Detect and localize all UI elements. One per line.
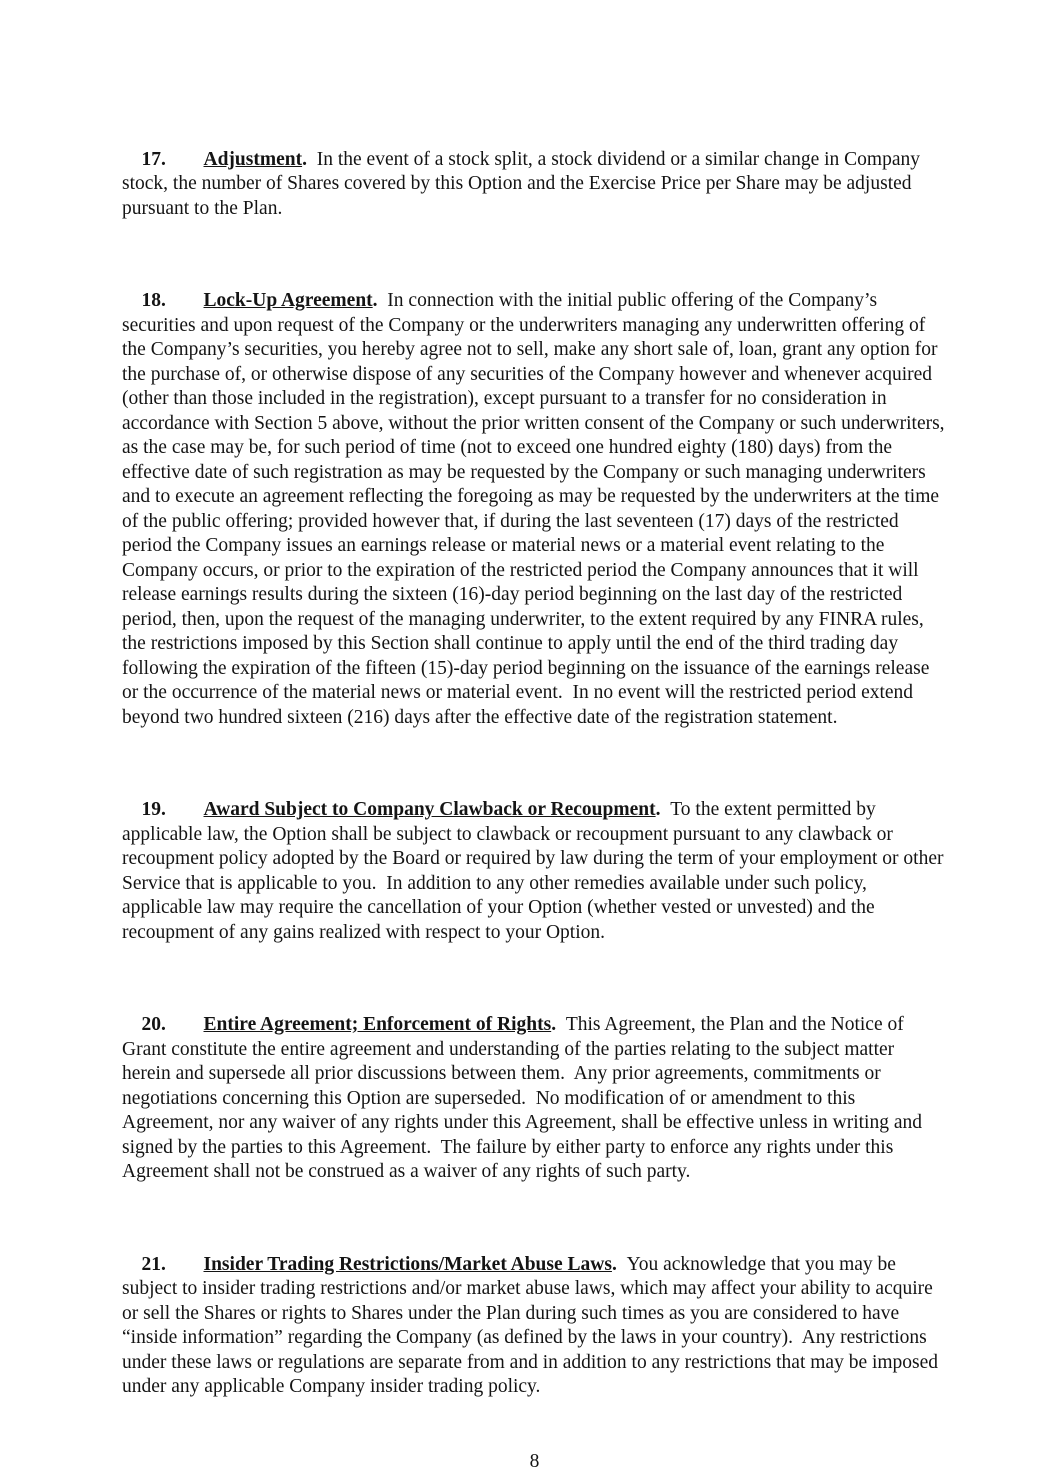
paragraph-19 xyxy=(122,774,947,970)
paragraph-18-body: In connection with the initial public offering of the Company’s securities and upon request of the Company or the underwriters managing any underwritten offering of the Company’s securities, you hereby agree not to sell, make any short sale of, loan, grant any option for the purchase of, or otherwise dispose of any securities of the Company however and whenever acquired (other than those included in the registration), except pursuant to a transfer for no consideration in accordance with Section 5 above, without the prior written consent of the Company or such underwriters, as the case may be, for such period of time (not to exceed one hundred eighty (180) days) from the effective date of such registration as may be requested by the Company or such managing underwriters and to execute an agreement reflecting the foregoing as may be requested by the underwriters at the time of the public offering; provided however that, if during the last seventeen (17) days of the restricted period the Company issues an earnings release or material news or a material event relating to the Company occurs, or prior to the expiration of the restricted period the Company announces that it will release earnings results during the sixteen (16)-day period beginning on the last day of the restricted period, then, upon the request of the managing underwriter, to the extent required by any FINRA rules, the restrictions imposed by this Section shall continue to apply until the end of the third trading day following the expiration of the fifteen (15)-day period beginning on the issuance of the earnings release or the occurrence of the material news or material event. In no event will the restricted period extend beyond two hundred sixteen (216) days after the effective date of the registration statement. xyxy=(122,290,950,728)
paragraph-17-heading: Adjustment xyxy=(203,148,303,170)
paragraph-19-body: To the extent permitted by applicable law, the Option shall be subject to clawback or recoupment pursuant to any clawback or recoupment policy adopted by the Board or required by law during the term of your employment or other Service that is applicable to you. In addition to any other remedies available under such policy, applicable law may require the cancellation of your Option (whether vested or unvested) and the recoupment of any gains realized with respect to your Option. xyxy=(122,799,949,943)
paragraph-19-separator: . xyxy=(655,799,671,820)
paragraph-21-separator: . xyxy=(611,1253,627,1275)
paragraph-21-heading: Insider Trading Restrictions/Market Abuse Laws xyxy=(203,1253,612,1275)
paragraph-20 xyxy=(122,989,947,1210)
page-number: 8 xyxy=(529,1451,540,1472)
paragraph-20-body: This Agreement, the Plan and the Notice of Grant constitute the entire agreement and understanding of the parties relating to the subject matter herein and supersede all prior discussions between them. Any prior agreements, commitments or negotiations concerning this Option are superseded. No modification of or amendment to this Agreement, nor any waiver of any rights under this Agreement, shall be effective unless in writing and signed by the parties to this Agreement. The failure by either party to enforce any rights under this Agreement shall not be construed as a waiver of any rights of such party. xyxy=(122,1014,927,1182)
paragraph-20-number: 20. xyxy=(141,1014,166,1035)
paragraph-17-separator: . xyxy=(302,148,317,170)
paragraph-21 xyxy=(122,1228,947,1424)
paragraph-20-heading: Entire Agreement; Enforcement of Rights xyxy=(203,1014,552,1035)
paragraph-17-number: 17. xyxy=(141,148,166,170)
paragraph-21-body: You acknowledge that you may be subject to insider trading restrictions and/or market abuse laws, which may affect your ability to acquire or sell the Shares or rights to Shares under the Plan during such times as you are considered to have “inside information” regarding the Company (as defined by the laws in your country). Any restrictions under these laws or regulations are separate from and in addition to any restrictions that may be imposed under any applicable Company insider trading policy. xyxy=(122,1253,943,1397)
paragraph-18-number: 18. xyxy=(141,290,166,311)
paragraph-17-body: In the event of a stock split, a stock dividend or a similar change in Company stock, the number of Shares covered by this Option and the Exercise Price per Share may be adjusted pursuant to the Plan. xyxy=(122,148,925,219)
paragraph-20-separator: . xyxy=(551,1014,566,1035)
paragraph-18-separator: . xyxy=(372,290,388,311)
paragraph-21-number: 21. xyxy=(141,1253,166,1275)
paragraph-18 xyxy=(122,265,950,755)
paragraph-19-heading: Award Subject to Company Clawback or Recoupment xyxy=(203,799,656,820)
paragraph-18-heading: Lock-Up Agreement xyxy=(203,290,373,311)
paragraph-19-number: 19. xyxy=(141,799,166,820)
paragraph-17 xyxy=(122,123,947,246)
